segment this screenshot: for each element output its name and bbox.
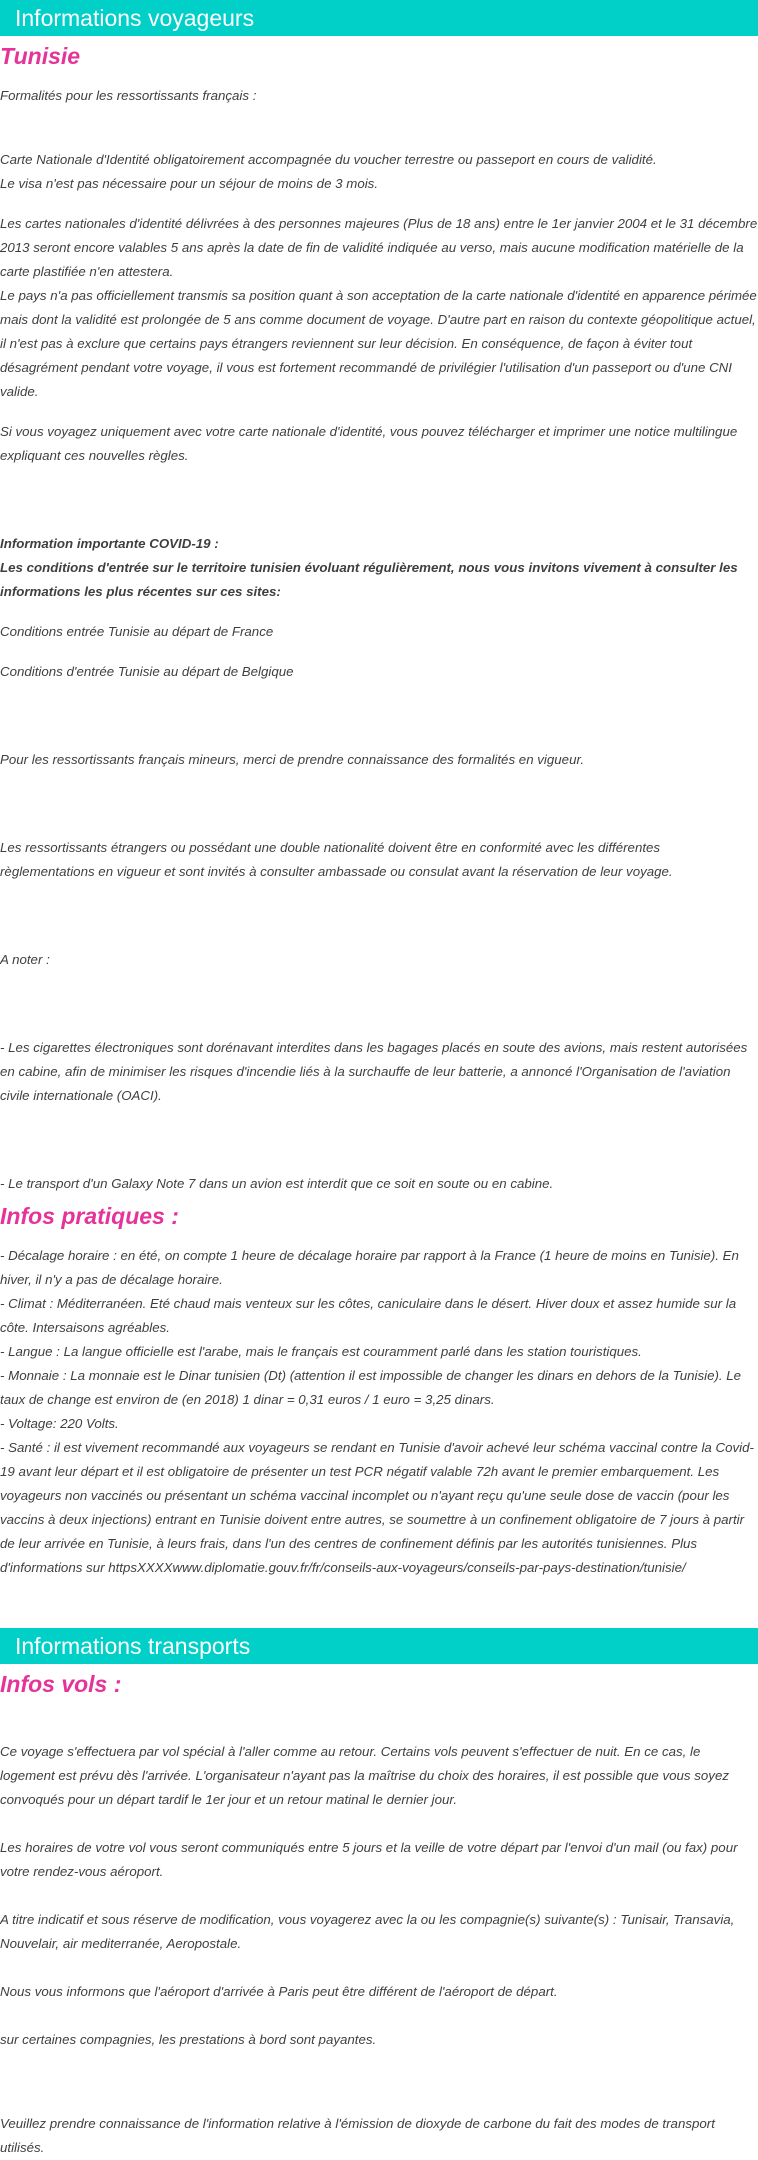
mineurs-paragraph: Pour les ressortissants français mineurs, merci de prendre connaissance des formalités en vigueur. xyxy=(0,752,585,767)
formalites-intro: Formalités pour les ressortissants français : xyxy=(0,88,257,103)
notice-paragraph: Si vous voyagez uniquement avec votre carte nationale d'identité, vous pouvez télécharger et imprimer une notice multilingue expliquant ces nouvelles règles. xyxy=(0,424,738,463)
etrangers-paragraph: Les ressortissants étrangers ou possédant une double nationalité doivent être en conformité avec les différentes règlementations en vigueur et sont invités à consulter ambassade ou consulat avant la réservation de leur voyage. xyxy=(0,840,673,879)
a-noter: A noter : xyxy=(0,952,50,967)
cigarettes-paragraph: - Les cigarettes électroniques sont dorénavant interdites dans les bagages placés en soute des avions, mais restent autorisées en cabine, afin de minimiser les risques d'incendie liés à la surchauffe de leur batterie, a annoncé l'Organisation de l'aviation civile internationale (OACI). xyxy=(0,1040,748,1103)
galaxy-paragraph: - Le transport d'un Galaxy Note 7 dans un avion est interdit que ce soit en soute ou en cabine. xyxy=(0,1176,554,1191)
covid-text: Les conditions d'entrée sur le territoire tunisien évoluant régulièrement, nous vous invitons vivement à consulter les informations les plus récentes sur ces sites: xyxy=(0,560,738,599)
monnaie: - Monnaie : La monnaie est le Dinar tunisien (Dt) (attention il est impossible de changer les dinars en dehors de la Tunisie). Le taux de change est environ de (en 2018) 1 dinar = 0,31 euros / 1 euro = 3,25 dinars. xyxy=(0,1368,742,1407)
langue: - Langue : La langue officielle est l'arabe, mais le français est couramment parlé dans les station touristiques. xyxy=(0,1344,642,1359)
decalage-horaire: - Décalage horaire : en été, on compte 1 heure de décalage horaire par rapport à la France (1 heure de moins en Tunisie). En hiver, il n'y a pas de décalage horaire. xyxy=(0,1248,739,1287)
pays-paragraph: Le pays n'a pas officiellement transmis sa position quant à son acceptation de la carte nationale d'identité en apparence périmée mais dont la validité est prolongée de 5 ans comme document de voyage. D'autre part en raison du contexte géopolitique actuel, il n'est pas à exclure que certains pays étrangers reviennent sur leur décision. En conséquence, de façon à éviter tout désagrément pendant votre voyage, il vous est fortement recommandé de privilégier l'utilisation d'un passeport ou d'une CNI valide. xyxy=(0,288,757,399)
cartes-paragraph: Les cartes nationales d'identité délivrées à des personnes majeures (Plus de 18 ans) entre le 1er janvier 2004 et le 31 décembre 2013 seront encore valables 5 ans après la date de fin de validité indiquée au verso, mais aucune modification matérielle de la carte plastifiée n'en attestera. xyxy=(0,216,758,279)
climat: - Climat : Méditerranéen. Eté chaud mais venteux sur les côtes, caniculaire dans le désert. Hiver doux et assez humide sur la côte. Intersaisons agréables. xyxy=(0,1296,737,1335)
link-conditions-belgique[interactable]: Conditions d'entrée Tunisie au départ de Belgique xyxy=(0,664,294,679)
sante: - Santé : il est vivement recommandé aux voyageurs se rendant en Tunisie d'avoir achevé leur schéma vaccinal contre la Covid-19 avant leur départ et il est obligatoire de présenter un test PCR négatif valable 72h avant le premier embarquement. Les voyageurs non vaccinés ou présentant un schéma vaccinal incomplet ou n'ayant reçu qu'une seule dose de vaccin (pour les vaccins à deux injections) entrant en Tunisie doivent entre autres, se soumettre à un confinement obligatoire de 7 jours à partir de leur arrivée en Tunisie, à leurs frais, dans l'un des centres de confinement définis par les autorités tunisiennes. Plus d'informations sur httpsXXXXwww.diplomatie.gouv.fr/fr/conseils-aux-voyageurs/conseils-par-pays-destination/tunisie/ xyxy=(0,1440,754,1575)
horaires-paragraph: Les horaires de votre vol vous seront communiqués entre 5 jours et la veille de votre départ par l'envoi d'un mail (ou fax) pour votre rendez-vous aéroport. xyxy=(0,1840,738,1879)
section-header-voyageurs: Informations voyageurs xyxy=(0,0,758,36)
section-header-transports: Informations transports xyxy=(0,1628,758,1664)
country-title: Tunisie xyxy=(0,43,81,69)
prestations-paragraph: sur certaines compagnies, les prestations à bord sont payantes. xyxy=(0,2032,377,2047)
cni-line-2: Le visa n'est pas nécessaire pour un séjour de moins de 3 mois. xyxy=(0,176,379,191)
cni-line-1: Carte Nationale d'Identité obligatoirement accompagnée du voucher terrestre ou passeport en cours de validité. xyxy=(0,152,657,167)
link-conditions-france[interactable]: Conditions entrée Tunisie au départ de France xyxy=(0,624,274,639)
voltage: - Voltage: 220 Volts. xyxy=(0,1416,119,1431)
aeroport-paragraph: Nous vous informons que l'aéroport d'arrivée à Paris peut être différent de l'aéroport de départ. xyxy=(0,1984,558,1999)
co2-paragraph: Veuillez prendre connaissance de l'information relative à l'émission de dioxyde de carbone du fait des modes de transport utilisés. xyxy=(0,2116,715,2155)
infos-pratiques-title: Infos pratiques : xyxy=(0,1203,179,1229)
vol-special-paragraph: Ce voyage s'effectuera par vol spécial à l'aller comme au retour. Certains vols peuvent s'effectuer de nuit. En ce cas, le logement est prévu dès l'arrivée. L'organisateur n'ayant pas la maîtrise du choix des horaires, il est possible que vous soyez convoqués pour un départ tardif le 1er jour et un retour matinal le dernier jour. xyxy=(0,1744,729,1807)
infos-vols-title: Infos vols : xyxy=(0,1671,122,1697)
compagnies-paragraph: A titre indicatif et sous réserve de modification, vous voyagerez avec la ou les compagnie(s) suivante(s) : Tunisair, Transavia, Nouvelair, air mediterranée, Aeropostale. xyxy=(0,1912,735,1951)
covid-title: Information importante COVID-19 : xyxy=(0,536,219,551)
